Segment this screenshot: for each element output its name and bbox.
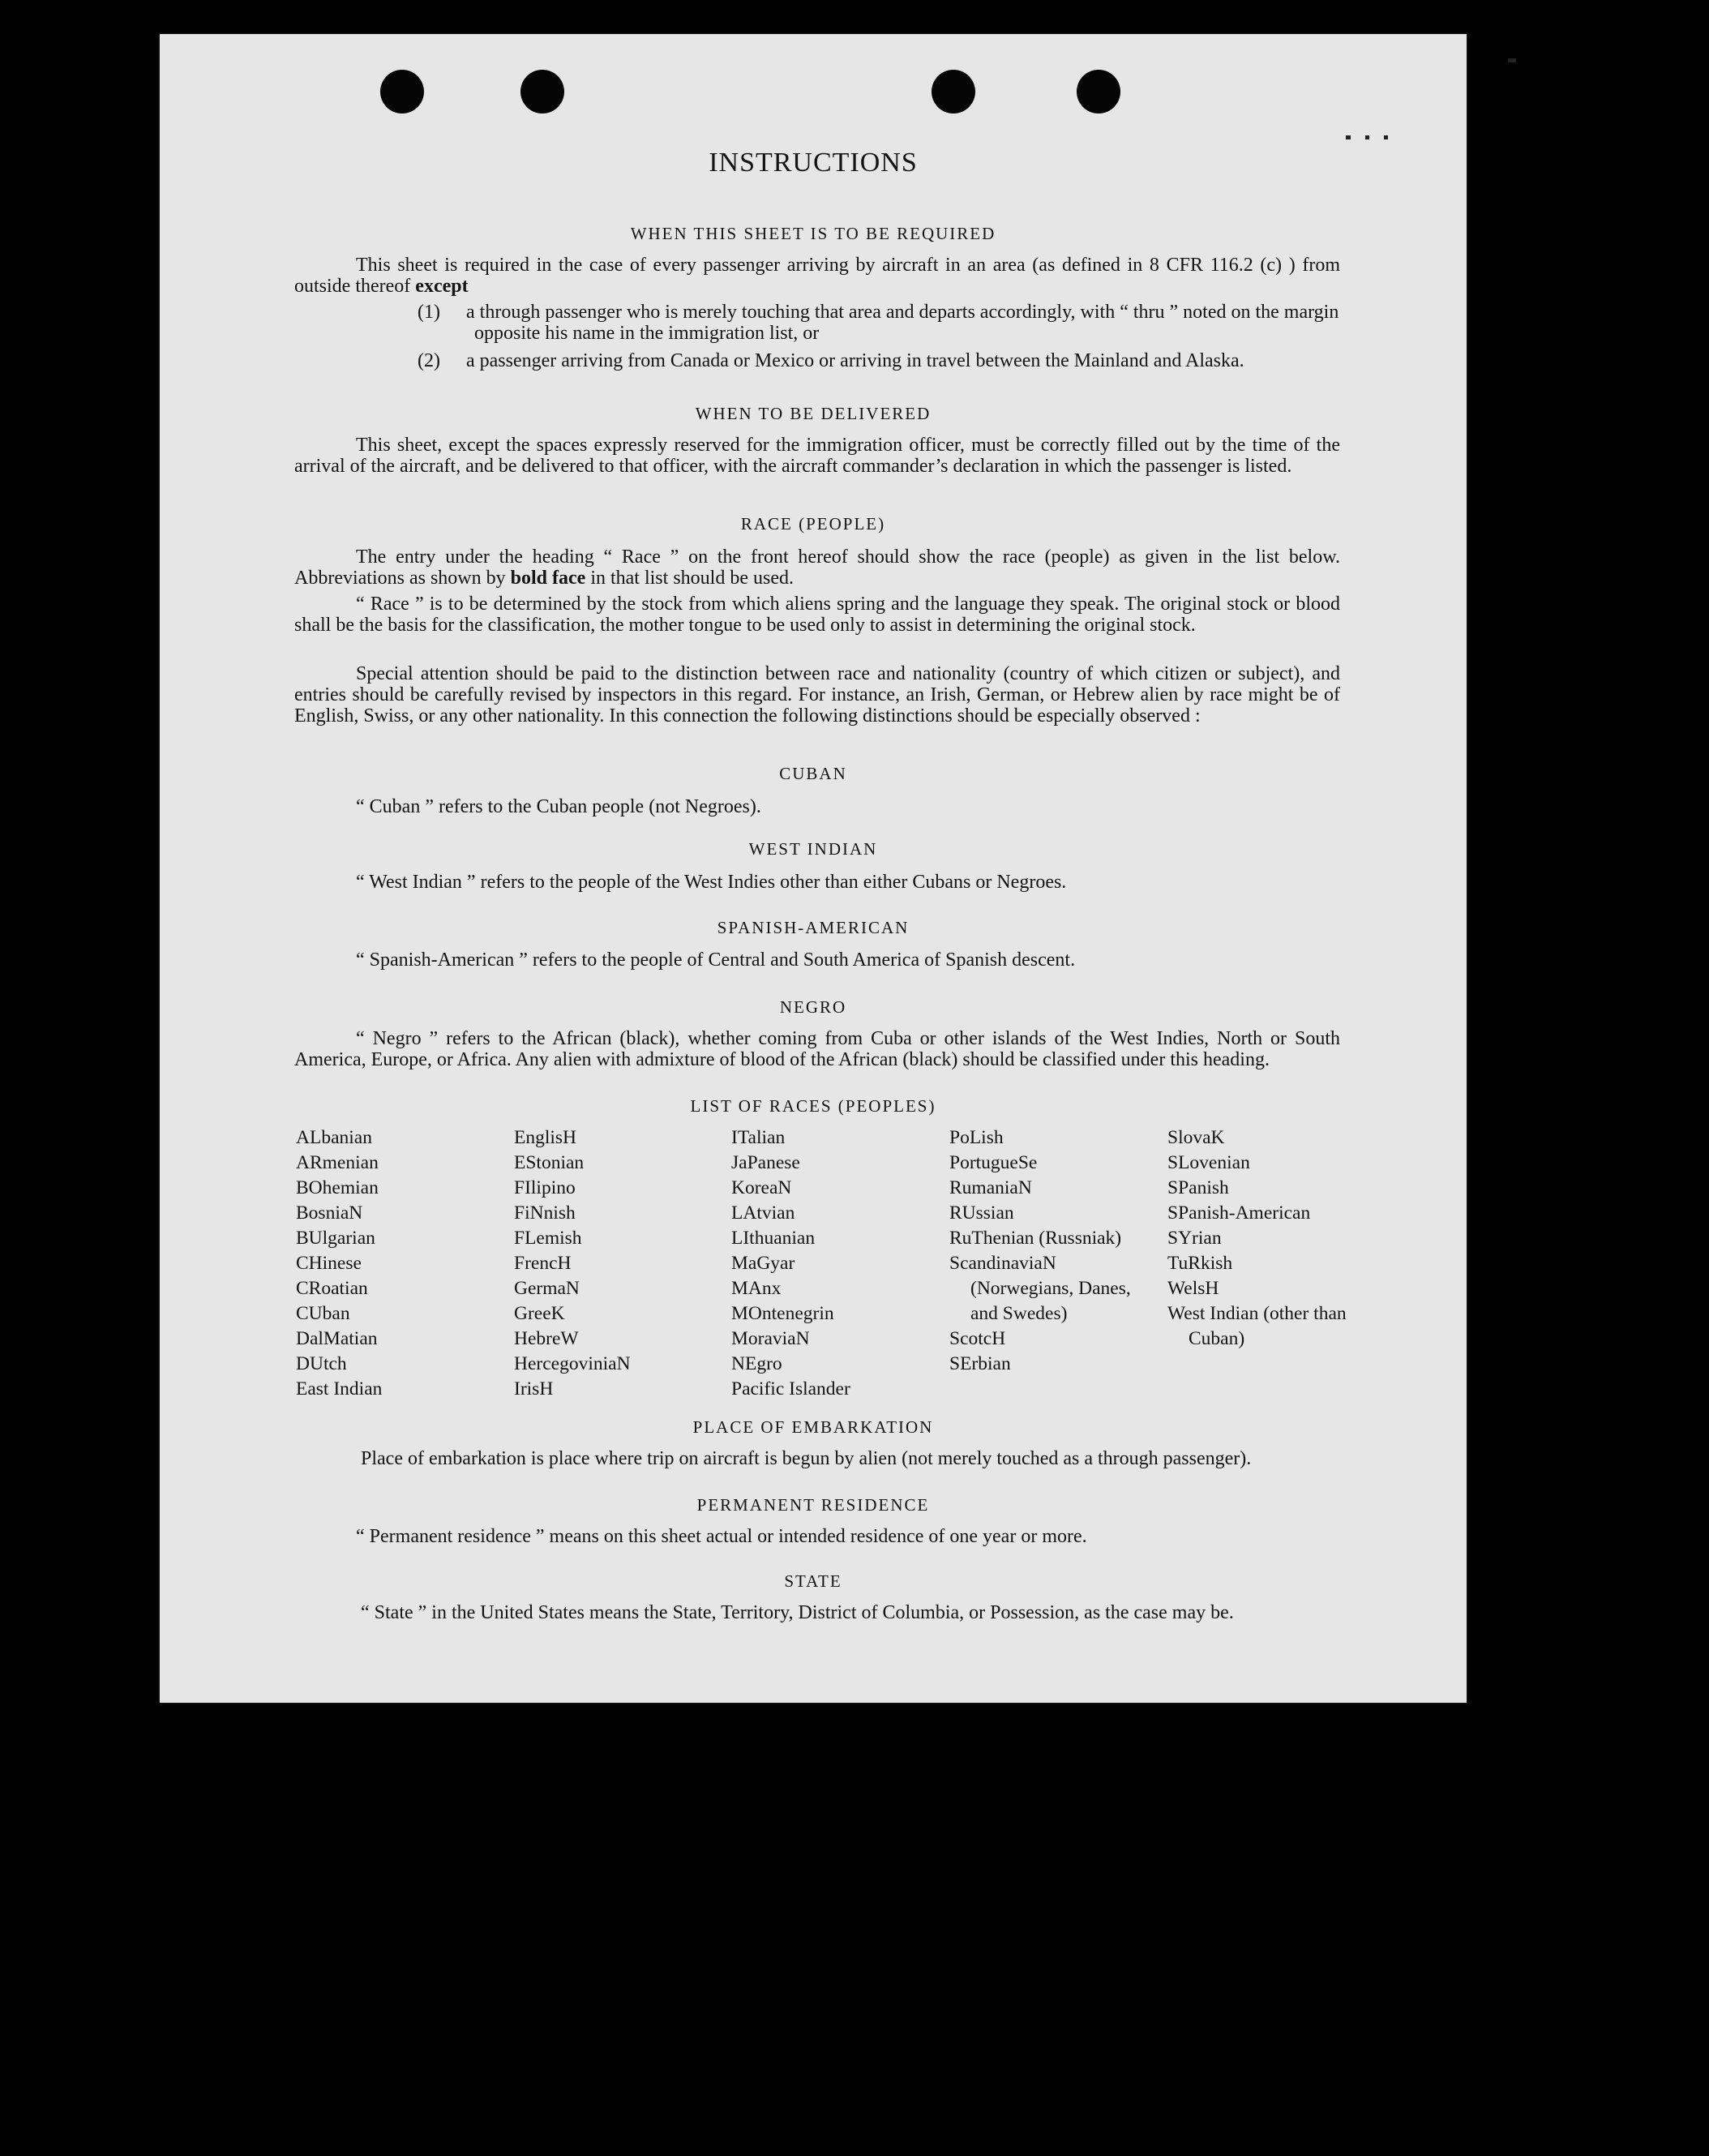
- required-intro: This sheet is required in the case of every passenger arriving by aircraft in an area (as defined in 8 CFR 116.2 (c) ) from outside thereof except: [294, 255, 1340, 297]
- race-column-5: [1167, 1125, 1366, 1352]
- race-item: DUtch: [296, 1353, 347, 1374]
- race-item: East Indian: [296, 1378, 383, 1399]
- race-item: GermaN: [514, 1278, 580, 1299]
- race-item: RumaniaN: [949, 1177, 1032, 1198]
- heading-west-indian: WEST INDIAN: [748, 839, 878, 859]
- cuban-text: “ Cuban ” refers to the Cuban people (not Negroes).: [356, 796, 761, 817]
- heading-race: RACE (PEOPLE): [740, 514, 886, 534]
- race-item: MOntenegrin: [731, 1303, 834, 1324]
- race-column-3: [731, 1125, 930, 1402]
- punch-hole: [1077, 70, 1120, 114]
- race-item: ITalian: [731, 1127, 786, 1148]
- race-item: MaGyar: [731, 1253, 795, 1274]
- instruction-sheet: [160, 34, 1467, 1703]
- race-paragraph-3: Special attention should be paid to the distinction between race and nationality (country of which citizen or subject), and entries should be carefully revised by inspectors in this regard. For instance, an Irish, German, or Hebrew alien by race might be of English, Swiss, or any other nationality. In this connection the following distinctions should be especially observed :: [294, 663, 1340, 727]
- race-item: ScotcH: [949, 1328, 1006, 1349]
- race-item: CRoatian: [296, 1278, 368, 1299]
- race-item: FLemish: [514, 1228, 582, 1249]
- race-item: Pacific Islander: [731, 1378, 850, 1399]
- race-column-1: [296, 1125, 495, 1402]
- west-indian-text: “ West Indian ” refers to the people of the West Indies other than either Cubans or Negroes.: [356, 872, 1067, 893]
- speck: [1384, 135, 1388, 139]
- heading-negro: NEGRO: [779, 997, 847, 1017]
- race-item: ALbanian: [296, 1127, 372, 1148]
- race-item: WelsH: [1167, 1278, 1219, 1299]
- heading-cuban: CUBAN: [779, 764, 847, 783]
- race-item: ScandinaviaN (Norwegians, Danes, and Swedes): [949, 1253, 1131, 1324]
- race-column-4: [949, 1125, 1144, 1377]
- race-item: PoLish: [949, 1127, 1004, 1148]
- race-item: SPanish: [1167, 1177, 1229, 1198]
- exception-2: (2) a passenger arriving from Canada or Mexico or arriving in travel between the Mainland and Alaska.: [418, 350, 1244, 371]
- race-item: PortugueSe: [949, 1152, 1038, 1173]
- race-item: KoreaN: [731, 1177, 792, 1198]
- race-item: HebreW: [514, 1328, 579, 1349]
- race-item: HercegoviniaN: [514, 1353, 631, 1374]
- race-item: EnglisH: [514, 1127, 577, 1148]
- punch-hole: [520, 70, 564, 114]
- race-item: CUban: [296, 1303, 350, 1324]
- state-text: “ State ” in the United States means the State, Territory, District of Columbia, or Possession, as the case may be.: [361, 1602, 1234, 1623]
- heading-state: STATE: [784, 1571, 842, 1591]
- heading-delivered: WHEN TO BE DELIVERED: [695, 404, 932, 423]
- race-item: MoraviaN: [731, 1328, 810, 1349]
- punch-hole: [932, 70, 975, 114]
- race-paragraph-2: “ Race ” is to be determined by the stock from which aliens spring and the language they speak. The original stock or blood shall be the basis for the classification, the mother tongue to be used only to assist in determining the original stock.: [294, 594, 1340, 636]
- race-item: RUssian: [949, 1202, 1014, 1224]
- race-item: SErbian: [949, 1353, 1011, 1374]
- race-item: SLovenian: [1167, 1152, 1250, 1173]
- race-paragraph-1: The entry under the heading “ Race ” on the front hereof should show the race (people) as given in the list below. Abbreviations as shown by bold face in that list should be used.: [294, 547, 1340, 589]
- race-item: NEgro: [731, 1353, 782, 1374]
- race-item: RuThenian (Russniak): [949, 1228, 1122, 1249]
- race-item: West Indian (other than Cuban): [1167, 1303, 1347, 1349]
- exception-1: (1) a through passenger who is merely touching that area and departs accordingly, with “ thru ” noted on the margin opposite his name in the immigration list, or: [418, 302, 1339, 344]
- race-item: SlovaK: [1167, 1127, 1225, 1148]
- race-item: ARmenian: [296, 1152, 379, 1173]
- heading-embarkation: PLACE OF EMBARKATION: [692, 1417, 934, 1437]
- race-item: LAtvian: [731, 1202, 795, 1224]
- residence-text: “ Permanent residence ” means on this sheet actual or intended residence of one year or more.: [356, 1526, 1087, 1547]
- race-item: LIthuanian: [731, 1228, 816, 1249]
- race-item: MAnx: [731, 1278, 782, 1299]
- heading-required: WHEN THIS SHEET IS TO BE REQUIRED: [630, 224, 996, 243]
- race-item: DalMatian: [296, 1328, 378, 1349]
- race-item: BosniaN: [296, 1202, 363, 1224]
- heading-list-of-races: LIST OF RACES (PEOPLES): [690, 1096, 936, 1116]
- race-item: IrisH: [514, 1378, 554, 1399]
- race-item: EStonian: [514, 1152, 585, 1173]
- race-item: FiNnish: [514, 1202, 576, 1224]
- race-item: BOhemian: [296, 1177, 379, 1198]
- embarkation-text: Place of embarkation is place where trip on aircraft is begun by alien (not merely touched as a through passenger).: [361, 1448, 1252, 1469]
- speck: [1346, 135, 1351, 139]
- race-item: TuRkish: [1167, 1253, 1233, 1274]
- heading-residence: PERMANENT RESIDENCE: [696, 1495, 930, 1515]
- race-item: FIlipino: [514, 1177, 576, 1198]
- race-item: FrencH: [514, 1253, 572, 1274]
- speck: [1508, 58, 1516, 62]
- race-item: GreeK: [514, 1303, 565, 1324]
- delivered-text: This sheet, except the spaces expressly reserved for the immigration officer, must be correctly filled out by the time of the arrival of the aircraft, and be delivered to that officer, with the aircraft commander’s declaration in which the passenger is listed.: [294, 435, 1340, 477]
- race-item: JaPanese: [731, 1152, 800, 1173]
- page-title: INSTRUCTIONS: [709, 148, 918, 178]
- heading-spanish-american: SPANISH-AMERICAN: [717, 918, 910, 937]
- negro-text: “ Negro ” refers to the African (black), whether coming from Cuba or other islands of the West Indies, North or South America, Europe, or Africa. Any alien with admixture of blood of the African (black) should be classified under this heading.: [294, 1028, 1340, 1070]
- spanish-american-text: “ Spanish-American ” refers to the people of Central and South America of Spanish descent.: [356, 949, 1076, 971]
- race-item: CHinese: [296, 1253, 362, 1274]
- race-column-2: [514, 1125, 713, 1402]
- speck: [1365, 135, 1369, 139]
- punch-hole: [380, 70, 424, 114]
- race-item: BUlgarian: [296, 1228, 375, 1249]
- race-item: SYrian: [1167, 1228, 1222, 1249]
- race-item: SPanish-American: [1167, 1202, 1311, 1224]
